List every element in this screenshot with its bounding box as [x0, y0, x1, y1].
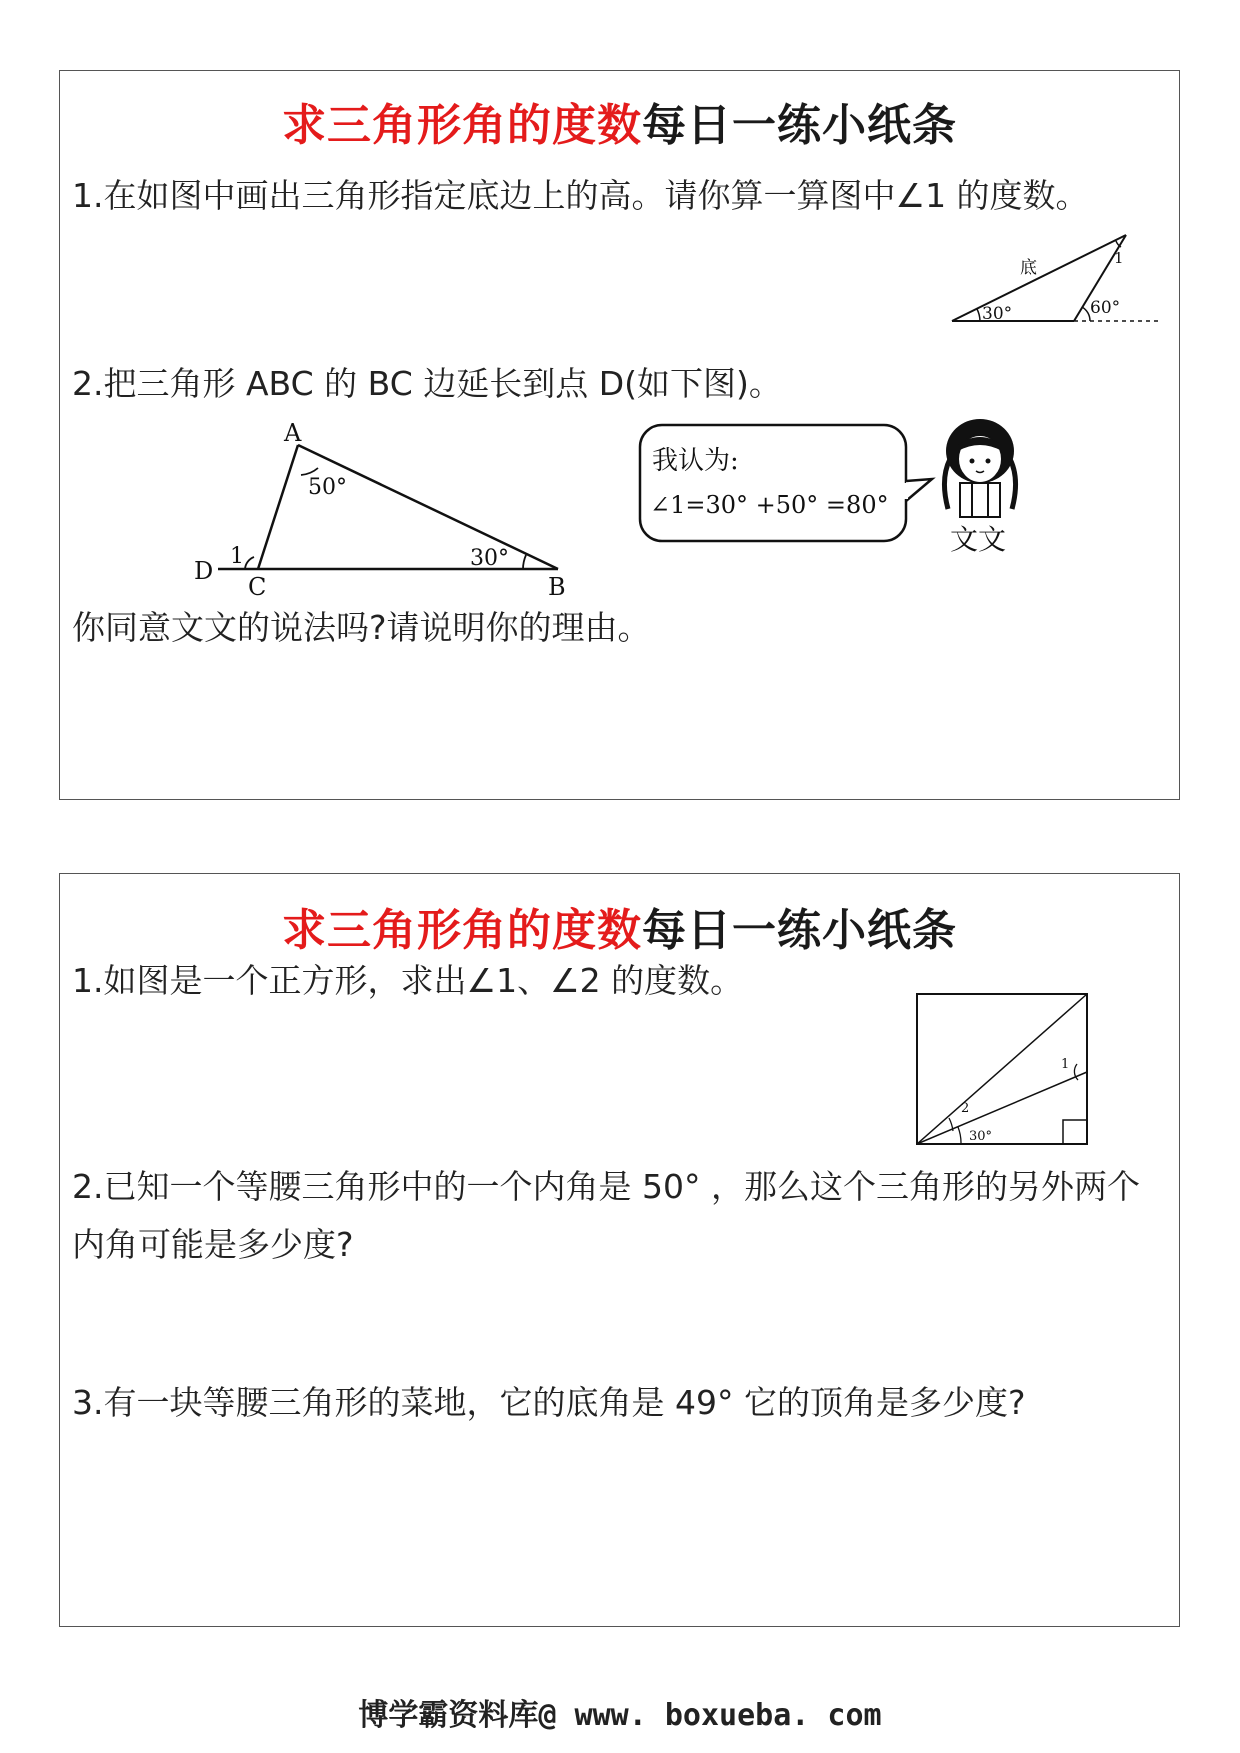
fig1-label-60: 60° — [1090, 298, 1121, 318]
card1-title — [60, 89, 1179, 153]
card2-question-1: 1.如图是一个正方形，求出∠1、∠2 的度数。 — [72, 961, 744, 1000]
fig2-label-30: 30° — [470, 546, 509, 571]
square-label-2: 2 — [961, 1101, 970, 1116]
square-label-30: 30° — [969, 1129, 993, 1144]
fig1-label-30: 30° — [982, 304, 1013, 324]
bubble-line-1: 我认为: — [652, 446, 739, 476]
card1-title-red: 求三角形角的度数 — [282, 100, 642, 151]
bubble-line-2: ∠1=30° +50° =80° — [650, 491, 889, 519]
fig2-label-d: D — [194, 557, 214, 585]
card1-question-1: 1.在如图中画出三角形指定底边上的高。请你算一算图中∠1 的度数。 — [72, 176, 1089, 215]
girl-body — [960, 483, 1000, 517]
worksheet-card-1 — [59, 70, 1180, 800]
worksheet-card-2 — [59, 873, 1180, 1627]
fig1-arc-30 — [977, 309, 980, 321]
fig2-side-ac — [258, 445, 298, 569]
bubble-tail — [906, 479, 932, 501]
fig1-label-base: 底 — [1020, 258, 1037, 278]
fig2-label-c: C — [248, 573, 267, 601]
card1-speech-bubble — [636, 421, 936, 545]
footer-watermark: 博学霸资料库@ www. boxueba. com — [358, 1698, 882, 1733]
fig2-label-a: A — [284, 419, 302, 447]
card1-question-2: 2.把三角形 ABC 的 BC 边延长到点 D(如下图)。 — [72, 364, 782, 403]
card1-abc-figure — [120, 411, 580, 611]
fig2-side-ab — [298, 445, 558, 569]
fig1-label-1: 1 — [1114, 249, 1124, 267]
square-label-1: 1 — [1061, 1057, 1070, 1072]
fig2-label-1: 1 — [230, 544, 244, 569]
fig2-arc-30 — [523, 555, 526, 569]
card1-triangle-figure — [940, 221, 1180, 331]
fig2-label-b: B — [548, 573, 566, 601]
card2-question-2: 2.已知一个等腰三角形中的一个内角是 50° ，那么这个三角形的另外两个内角可能是多少度? — [72, 1167, 1140, 1264]
card2-square-figure — [913, 990, 1093, 1150]
fig1-arc-60 — [1082, 307, 1090, 321]
card1-question-2-prompt: 你同意文文的说法吗?请说明你的理由。 — [72, 608, 651, 647]
fig2-label-50: 50° — [308, 475, 347, 500]
fig2-arc-50 — [301, 468, 318, 475]
card2-title-black: 每日一练小纸条 — [642, 905, 957, 956]
fig2-arc-1 — [245, 557, 254, 569]
card1-title-black: 每日一练小纸条 — [642, 100, 957, 151]
card1-girl-illustration — [930, 409, 1030, 559]
card2-title-red: 求三角形角的度数 — [282, 905, 642, 956]
girl-name-label: 文文 — [950, 523, 1007, 556]
card2-question-3: 3.有一块等腰三角形的菜地，它的底角是 49° 它的顶角是多少度? — [72, 1383, 1026, 1422]
card2-title — [60, 894, 1179, 958]
bubble-outline — [640, 425, 906, 541]
